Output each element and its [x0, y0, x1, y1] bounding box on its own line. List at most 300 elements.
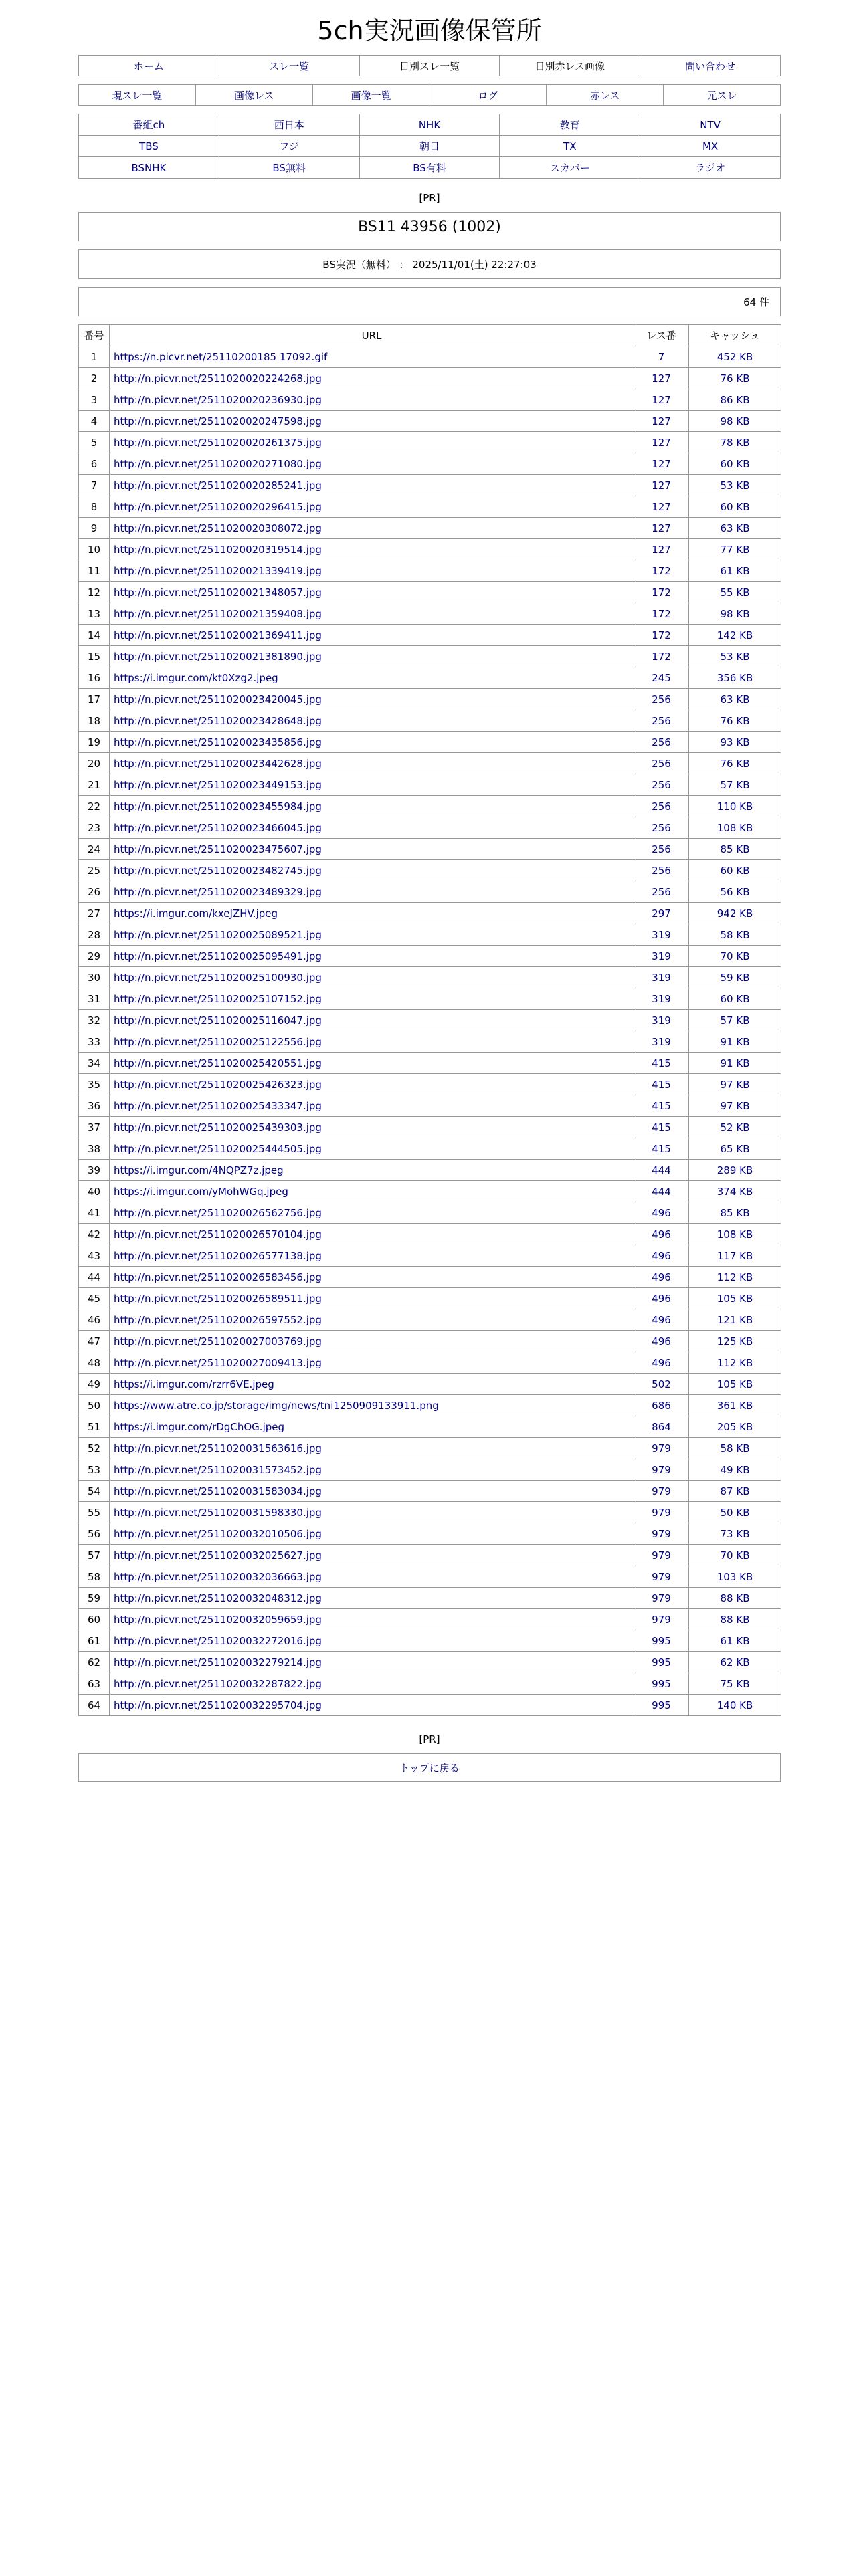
cache-link[interactable]: 142 KB	[717, 629, 753, 641]
row-cache-cell	[689, 453, 781, 475]
row-number: 51	[79, 1416, 110, 1438]
cache-link[interactable]: 98 KB	[720, 415, 750, 427]
row-number: 43	[79, 1245, 110, 1267]
channel-link[interactable]: TBS	[139, 140, 159, 152]
row-number: 46	[79, 1309, 110, 1331]
row-url-cell	[110, 1459, 634, 1481]
image-url-link[interactable]: http://n.picvr.net/2511020031598330.jpg	[114, 1506, 322, 1519]
res-number-link[interactable]: 127	[652, 415, 671, 427]
cache-link[interactable]: 60 KB	[720, 992, 750, 1005]
image-url-link[interactable]: http://n.picvr.net/2511020020285241.jpg	[114, 479, 322, 492]
secondary-nav-link[interactable]: 赤レス	[589, 89, 620, 102]
res-number-link[interactable]: 415	[652, 1121, 671, 1134]
table-row	[79, 453, 781, 475]
cache-link[interactable]: 289 KB	[717, 1164, 753, 1176]
image-url-link[interactable]: https://i.imgur.com/kt0Xzg2.jpeg	[114, 671, 278, 684]
res-number-link[interactable]: 995	[652, 1656, 671, 1669]
res-number-link[interactable]: 496	[652, 1271, 671, 1283]
res-number-link[interactable]: 995	[652, 1677, 671, 1690]
image-url-link[interactable]: http://n.picvr.net/2511020023455984.jpg	[114, 800, 322, 813]
res-number-link[interactable]: 979	[652, 1485, 671, 1497]
cache-link[interactable]: 60 KB	[720, 864, 750, 877]
cache-link[interactable]: 56 KB	[720, 885, 750, 898]
row-res-cell	[634, 539, 689, 560]
res-number-link[interactable]: 444	[652, 1185, 671, 1198]
res-number-link[interactable]: 256	[652, 778, 671, 791]
row-res-cell	[634, 453, 689, 475]
row-number: 59	[79, 1588, 110, 1609]
table-row	[79, 967, 781, 988]
image-url-link[interactable]: http://n.picvr.net/2511020025116047.jpg	[114, 1014, 322, 1027]
res-number-link[interactable]: 256	[652, 800, 671, 813]
image-url-link[interactable]: http://n.picvr.net/2511020025439303.jpg	[114, 1121, 322, 1134]
primary-nav-link[interactable]: 問い合わせ	[685, 60, 736, 72]
channel-link[interactable]: BS無料	[272, 162, 306, 174]
cache-link[interactable]: 53 KB	[720, 650, 750, 663]
res-number-link[interactable]: 127	[652, 457, 671, 470]
row-url-cell	[110, 1545, 634, 1566]
image-url-link[interactable]: http://n.picvr.net/2511020025433347.jpg	[114, 1099, 322, 1112]
image-url-link[interactable]: http://n.picvr.net/2511020023489329.jpg	[114, 885, 322, 898]
image-url-link[interactable]: http://n.picvr.net/2511020023482745.jpg	[114, 864, 322, 877]
cache-link[interactable]: 70 KB	[720, 950, 750, 962]
res-number-link[interactable]: 172	[652, 586, 671, 599]
cache-link[interactable]: 58 KB	[720, 1442, 750, 1455]
cache-link[interactable]: 356 KB	[717, 671, 753, 684]
image-url-link[interactable]: http://n.picvr.net/2511020023466045.jpg	[114, 821, 322, 834]
res-number-link[interactable]: 319	[652, 1014, 671, 1027]
cache-link[interactable]: 117 KB	[717, 1249, 753, 1262]
row-number: 13	[79, 603, 110, 625]
image-url-link[interactable]: http://n.picvr.net/2511020021369411.jpg	[114, 629, 322, 641]
res-number-link[interactable]: 256	[652, 843, 671, 855]
res-number-link[interactable]: 319	[652, 928, 671, 941]
cache-link[interactable]: 97 KB	[720, 1099, 750, 1112]
image-url-link[interactable]: http://n.picvr.net/2511020020271080.jpg	[114, 457, 322, 470]
table-row	[79, 475, 781, 496]
cache-link[interactable]: 63 KB	[720, 522, 750, 534]
secondary-nav-link[interactable]: 画像一覧	[351, 89, 391, 102]
res-number-link[interactable]: 245	[652, 671, 671, 684]
res-number-link[interactable]: 415	[652, 1057, 671, 1069]
cache-link[interactable]: 65 KB	[720, 1142, 750, 1155]
image-url-link[interactable]: http://n.picvr.net/2511020026562756.jpg	[114, 1206, 322, 1219]
row-number: 12	[79, 582, 110, 603]
image-url-link[interactable]: http://n.picvr.net/2511020025095491.jpg	[114, 950, 322, 962]
row-url-cell	[110, 1181, 634, 1202]
cache-link[interactable]: 86 KB	[720, 393, 750, 406]
row-cache-cell	[689, 1245, 781, 1267]
row-cache-cell	[689, 817, 781, 839]
cache-link[interactable]: 49 KB	[720, 1463, 750, 1476]
row-cache-cell	[689, 1095, 781, 1117]
cache-link[interactable]: 62 KB	[720, 1656, 750, 1669]
cache-link[interactable]: 57 KB	[720, 778, 750, 791]
image-url-link[interactable]: http://n.picvr.net/2511020026597552.jpg	[114, 1313, 322, 1326]
row-cache-cell	[689, 1267, 781, 1288]
res-number-link[interactable]: 496	[652, 1228, 671, 1241]
channel-link[interactable]: フジ	[279, 140, 299, 152]
res-number-link[interactable]: 172	[652, 629, 671, 641]
res-number-link[interactable]: 256	[652, 736, 671, 748]
table-row	[79, 1010, 781, 1031]
image-url-link[interactable]: http://n.picvr.net/2511020020224268.jpg	[114, 372, 322, 385]
res-number-link[interactable]: 172	[652, 650, 671, 663]
table-row	[79, 753, 781, 774]
cache-link[interactable]: 53 KB	[720, 479, 750, 492]
row-res-cell	[634, 881, 689, 903]
image-url-link[interactable]: https://i.imgur.com/rzrr6VE.jpeg	[114, 1378, 274, 1390]
res-number-link[interactable]: 496	[652, 1292, 671, 1305]
row-url-cell	[110, 368, 634, 389]
image-url-link[interactable]: http://n.picvr.net/2511020026577138.jpg	[114, 1249, 322, 1262]
row-number: 5	[79, 432, 110, 453]
channel-nav-cell	[219, 136, 359, 157]
cache-link[interactable]: 91 KB	[720, 1035, 750, 1048]
image-url-link[interactable]: http://n.picvr.net/2511020020296415.jpg	[114, 500, 322, 513]
res-number-link[interactable]: 256	[652, 693, 671, 706]
row-url-cell	[110, 967, 634, 988]
channel-link[interactable]: ラジオ	[695, 162, 726, 174]
res-number-link[interactable]: 995	[652, 1699, 671, 1711]
res-number-link[interactable]: 979	[652, 1463, 671, 1476]
image-url-link[interactable]: http://n.picvr.net/2511020032036663.jpg	[114, 1570, 322, 1583]
table-row	[79, 946, 781, 967]
row-url-cell	[110, 1309, 634, 1331]
row-number: 30	[79, 967, 110, 988]
row-number: 22	[79, 796, 110, 817]
res-number-link[interactable]: 256	[652, 821, 671, 834]
row-url-cell	[110, 1395, 634, 1416]
cache-link[interactable]: 52 KB	[720, 1121, 750, 1134]
table-row	[79, 710, 781, 732]
cache-link[interactable]: 112 KB	[717, 1356, 753, 1369]
cache-link[interactable]: 58 KB	[720, 928, 750, 941]
image-url-link[interactable]: http://n.picvr.net/2511020023475607.jpg	[114, 843, 322, 855]
row-number: 9	[79, 518, 110, 539]
row-res-cell	[634, 1673, 689, 1695]
row-res-cell	[634, 1095, 689, 1117]
res-number-link[interactable]: 415	[652, 1142, 671, 1155]
image-url-link[interactable]: http://n.picvr.net/2511020026570104.jpg	[114, 1228, 322, 1241]
res-number-link[interactable]: 256	[652, 864, 671, 877]
image-url-link[interactable]: http://n.picvr.net/2511020027009413.jpg	[114, 1356, 322, 1369]
image-url-link[interactable]: http://n.picvr.net/2511020023435856.jpg	[114, 736, 322, 748]
channel-link[interactable]: BS有料	[413, 162, 446, 174]
row-res-cell	[634, 1288, 689, 1309]
primary-nav-link[interactable]: スレ一覧	[269, 60, 310, 72]
image-url-link[interactable]: http://n.picvr.net/2511020023449153.jpg	[114, 778, 322, 791]
res-number-link[interactable]: 7	[658, 350, 665, 363]
image-url-link[interactable]: http://n.picvr.net/2511020020308072.jpg	[114, 522, 322, 534]
image-url-link[interactable]: http://n.picvr.net/2511020023428648.jpg	[114, 714, 322, 727]
row-cache-cell	[689, 1074, 781, 1095]
cache-link[interactable]: 63 KB	[720, 693, 750, 706]
res-number-link[interactable]: 979	[652, 1613, 671, 1626]
res-number-link[interactable]: 496	[652, 1356, 671, 1369]
image-url-link[interactable]: http://n.picvr.net/2511020026583456.jpg	[114, 1271, 322, 1283]
row-res-cell	[634, 732, 689, 753]
res-number-link[interactable]: 995	[652, 1634, 671, 1647]
row-cache-cell	[689, 1288, 781, 1309]
row-url-cell	[110, 1352, 634, 1374]
cache-link[interactable]: 76 KB	[720, 714, 750, 727]
cache-link[interactable]: 140 KB	[717, 1699, 753, 1711]
table-row	[79, 1481, 781, 1502]
image-url-link[interactable]: http://n.picvr.net/2511020020236930.jpg	[114, 393, 322, 406]
cache-link[interactable]: 98 KB	[720, 607, 750, 620]
res-number-link[interactable]: 319	[652, 1035, 671, 1048]
row-cache-cell	[689, 1309, 781, 1331]
image-url-link[interactable]: https://n.picvr.net/25110200185 17092.gif	[114, 350, 328, 363]
cache-link[interactable]: 88 KB	[720, 1613, 750, 1626]
cache-link[interactable]: 77 KB	[720, 543, 750, 556]
cache-link[interactable]: 942 KB	[717, 907, 753, 920]
image-url-link[interactable]: http://n.picvr.net/2511020020319514.jpg	[114, 543, 322, 556]
image-url-link[interactable]: http://n.picvr.net/2511020026589511.jpg	[114, 1292, 322, 1305]
res-number-link[interactable]: 444	[652, 1164, 671, 1176]
row-res-cell	[634, 1652, 689, 1673]
channel-link[interactable]: 番組ch	[132, 119, 165, 131]
image-url-link[interactable]: http://n.picvr.net/2511020020247598.jpg	[114, 415, 322, 427]
image-url-link[interactable]: http://n.picvr.net/2511020032059659.jpg	[114, 1613, 322, 1626]
res-number-link[interactable]: 496	[652, 1206, 671, 1219]
res-number-link[interactable]: 496	[652, 1335, 671, 1348]
cache-link[interactable]: 121 KB	[717, 1313, 753, 1326]
res-number-link[interactable]: 127	[652, 393, 671, 406]
image-url-link[interactable]: http://n.picvr.net/2511020032010506.jpg	[114, 1527, 322, 1540]
image-url-link[interactable]: https://i.imgur.com/rDgChOG.jpeg	[114, 1420, 285, 1433]
image-url-link[interactable]: http://n.picvr.net/2511020031573452.jpg	[114, 1463, 322, 1476]
cache-link[interactable]: 87 KB	[720, 1485, 750, 1497]
cache-link[interactable]: 60 KB	[720, 500, 750, 513]
channel-link[interactable]: 西日本	[274, 119, 304, 131]
res-number-link[interactable]: 172	[652, 564, 671, 577]
cache-link[interactable]: 374 KB	[717, 1185, 753, 1198]
image-url-link[interactable]: http://n.picvr.net/2511020021348057.jpg	[114, 586, 322, 599]
row-number: 7	[79, 475, 110, 496]
row-cache-cell	[689, 1481, 781, 1502]
row-cache-cell	[689, 411, 781, 432]
image-url-link[interactable]: http://n.picvr.net/2511020025107152.jpg	[114, 992, 322, 1005]
cache-link[interactable]: 78 KB	[720, 436, 750, 449]
image-url-link[interactable]: https://i.imgur.com/4NQPZ7z.jpeg	[114, 1164, 284, 1176]
channel-link[interactable]: BSNHK	[131, 161, 167, 174]
res-number-link[interactable]: 127	[652, 372, 671, 385]
row-cache-cell	[689, 1438, 781, 1459]
table-row	[79, 1074, 781, 1095]
res-number-link[interactable]: 686	[652, 1399, 671, 1412]
res-number-link[interactable]: 319	[652, 992, 671, 1005]
row-cache-cell	[689, 1138, 781, 1160]
cache-link[interactable]: 112 KB	[717, 1271, 753, 1283]
res-number-link[interactable]: 127	[652, 436, 671, 449]
image-url-link[interactable]: http://n.picvr.net/2511020021339419.jpg	[114, 564, 322, 577]
res-number-link[interactable]: 172	[652, 607, 671, 620]
channel-link[interactable]: NTV	[700, 118, 721, 131]
image-url-link[interactable]: https://www.atre.co.jp/storage/img/news/tni1250909133911.png	[114, 1399, 439, 1412]
row-number: 14	[79, 625, 110, 646]
row-url-cell	[110, 1117, 634, 1138]
row-cache-cell	[689, 774, 781, 796]
cache-link[interactable]: 61 KB	[720, 1634, 750, 1647]
row-url-cell	[110, 924, 634, 946]
row-url-cell	[110, 1523, 634, 1545]
cache-link[interactable]: 205 KB	[717, 1420, 753, 1433]
secondary-nav-link[interactable]: 元スレ	[706, 89, 737, 102]
row-url-cell	[110, 475, 634, 496]
res-number-link[interactable]: 502	[652, 1378, 671, 1390]
image-url-link[interactable]: http://n.picvr.net/2511020020261375.jpg	[114, 436, 322, 449]
res-number-link[interactable]: 415	[652, 1099, 671, 1112]
row-cache-cell	[689, 603, 781, 625]
channel-nav-row	[79, 136, 781, 157]
channel-link[interactable]: MX	[702, 140, 719, 152]
table-row	[79, 1181, 781, 1202]
row-cache-cell	[689, 667, 781, 689]
image-url-link[interactable]: http://n.picvr.net/2511020032295704.jpg	[114, 1699, 322, 1711]
cache-link[interactable]: 125 KB	[717, 1335, 753, 1348]
cache-link[interactable]: 452 KB	[717, 350, 753, 363]
image-url-link[interactable]: http://n.picvr.net/2511020025122556.jpg	[114, 1035, 322, 1048]
row-res-cell	[634, 988, 689, 1010]
cache-link[interactable]: 108 KB	[717, 821, 753, 834]
row-number: 27	[79, 903, 110, 924]
row-cache-cell	[689, 1224, 781, 1245]
row-cache-cell	[689, 1459, 781, 1481]
image-url-link[interactable]: http://n.picvr.net/2511020025426323.jpg	[114, 1078, 322, 1091]
cache-link[interactable]: 88 KB	[720, 1592, 750, 1604]
cache-link[interactable]: 361 KB	[717, 1399, 753, 1412]
res-number-link[interactable]: 979	[652, 1570, 671, 1583]
row-res-cell	[634, 710, 689, 732]
res-number-link[interactable]: 496	[652, 1313, 671, 1326]
cache-link[interactable]: 97 KB	[720, 1078, 750, 1091]
res-number-link[interactable]: 256	[652, 757, 671, 770]
table-row	[79, 1053, 781, 1074]
cache-link[interactable]: 85 KB	[720, 843, 750, 855]
row-res-cell	[634, 946, 689, 967]
table-row	[79, 1117, 781, 1138]
row-cache-cell	[689, 475, 781, 496]
res-number-link[interactable]: 127	[652, 479, 671, 492]
res-number-link[interactable]: 979	[652, 1527, 671, 1540]
primary-nav-cell	[79, 56, 219, 76]
res-number-link[interactable]: 496	[652, 1249, 671, 1262]
image-url-link[interactable]: http://n.picvr.net/2511020021359408.jpg	[114, 607, 322, 620]
image-url-link[interactable]: http://n.picvr.net/2511020023442628.jpg	[114, 757, 322, 770]
res-number-link[interactable]: 864	[652, 1420, 671, 1433]
res-number-link[interactable]: 979	[652, 1549, 671, 1562]
cache-link[interactable]: 110 KB	[717, 800, 753, 813]
image-url-link[interactable]: http://n.picvr.net/2511020025420551.jpg	[114, 1057, 322, 1069]
cache-link[interactable]: 59 KB	[720, 971, 750, 984]
image-url-link[interactable]: http://n.picvr.net/2511020025444505.jpg	[114, 1142, 322, 1155]
cache-link[interactable]: 105 KB	[717, 1378, 753, 1390]
secondary-nav-link[interactable]: ログ	[478, 89, 498, 102]
back-to-top-link[interactable]: トップに戻る	[399, 1762, 460, 1774]
cache-link[interactable]: 61 KB	[720, 564, 750, 577]
cache-link[interactable]: 70 KB	[720, 1549, 750, 1562]
image-url-link[interactable]: http://n.picvr.net/2511020032272016.jpg	[114, 1634, 322, 1647]
cache-link[interactable]: 108 KB	[717, 1228, 753, 1241]
secondary-nav-link[interactable]: 現スレ一覧	[112, 89, 163, 102]
row-number: 23	[79, 817, 110, 839]
image-url-link[interactable]: http://n.picvr.net/2511020032279214.jpg	[114, 1656, 322, 1669]
image-url-link[interactable]: http://n.picvr.net/2511020021381890.jpg	[114, 650, 322, 663]
channel-link[interactable]: 教育	[559, 119, 580, 131]
res-number-link[interactable]: 319	[652, 950, 671, 962]
row-res-cell	[634, 1202, 689, 1224]
cache-link[interactable]: 50 KB	[720, 1506, 750, 1519]
res-number-link[interactable]: 979	[652, 1506, 671, 1519]
image-url-link[interactable]: http://n.picvr.net/2511020023420045.jpg	[114, 693, 322, 706]
res-number-link[interactable]: 127	[652, 500, 671, 513]
table-row	[79, 603, 781, 625]
primary-nav-link[interactable]: ホーム	[133, 60, 164, 72]
cache-link[interactable]: 57 KB	[720, 1014, 750, 1027]
image-url-link[interactable]: http://n.picvr.net/2511020031563616.jpg	[114, 1442, 322, 1455]
channel-link[interactable]: TX	[563, 140, 577, 152]
cache-link[interactable]: 76 KB	[720, 372, 750, 385]
cache-link[interactable]: 93 KB	[720, 736, 750, 748]
cache-link[interactable]: 105 KB	[717, 1292, 753, 1305]
image-url-link[interactable]: http://n.picvr.net/2511020025100930.jpg	[114, 971, 322, 984]
cache-link[interactable]: 103 KB	[717, 1570, 753, 1583]
channel-nav-cell	[79, 157, 219, 179]
channel-link[interactable]: NHK	[418, 118, 441, 131]
row-number: 50	[79, 1395, 110, 1416]
image-url-link[interactable]: http://n.picvr.net/2511020031583034.jpg	[114, 1485, 322, 1497]
res-number-link[interactable]: 256	[652, 714, 671, 727]
table-row	[79, 796, 781, 817]
cache-link[interactable]: 76 KB	[720, 757, 750, 770]
res-number-link[interactable]: 127	[652, 543, 671, 556]
cache-link[interactable]: 75 KB	[720, 1677, 750, 1690]
secondary-nav-link[interactable]: 画像レス	[233, 89, 274, 102]
cache-link[interactable]: 91 KB	[720, 1057, 750, 1069]
res-number-link[interactable]: 979	[652, 1442, 671, 1455]
row-res-cell	[634, 1459, 689, 1481]
row-url-cell	[110, 411, 634, 432]
res-number-link[interactable]: 297	[652, 907, 671, 920]
row-url-cell	[110, 796, 634, 817]
res-number-link[interactable]: 127	[652, 522, 671, 534]
cache-link[interactable]: 60 KB	[720, 457, 750, 470]
image-url-link[interactable]: http://n.picvr.net/2511020027003769.jpg	[114, 1335, 322, 1348]
row-res-cell	[634, 839, 689, 860]
res-number-link[interactable]: 979	[652, 1592, 671, 1604]
row-url-cell	[110, 1288, 634, 1309]
row-res-cell	[634, 817, 689, 839]
image-url-link[interactable]: http://n.picvr.net/2511020032287822.jpg	[114, 1677, 322, 1690]
image-url-link[interactable]: https://i.imgur.com/yMohWGq.jpeg	[114, 1185, 288, 1198]
channel-link[interactable]: スカパー	[549, 162, 590, 174]
res-number-link[interactable]: 319	[652, 971, 671, 984]
image-url-link[interactable]: http://n.picvr.net/2511020032048312.jpg	[114, 1592, 322, 1604]
row-url-cell	[110, 1416, 634, 1438]
row-url-cell	[110, 496, 634, 518]
image-url-link[interactable]: http://n.picvr.net/2511020032025627.jpg	[114, 1549, 322, 1562]
cache-link[interactable]: 55 KB	[720, 586, 750, 599]
image-url-link[interactable]: https://i.imgur.com/kxeJZHV.jpeg	[114, 907, 278, 920]
cache-link[interactable]: 73 KB	[720, 1527, 750, 1540]
res-number-link[interactable]: 256	[652, 885, 671, 898]
res-number-link[interactable]: 415	[652, 1078, 671, 1091]
channel-link[interactable]: 朝日	[419, 140, 440, 152]
cache-link[interactable]: 85 KB	[720, 1206, 750, 1219]
image-url-link[interactable]: http://n.picvr.net/2511020025089521.jpg	[114, 928, 322, 941]
